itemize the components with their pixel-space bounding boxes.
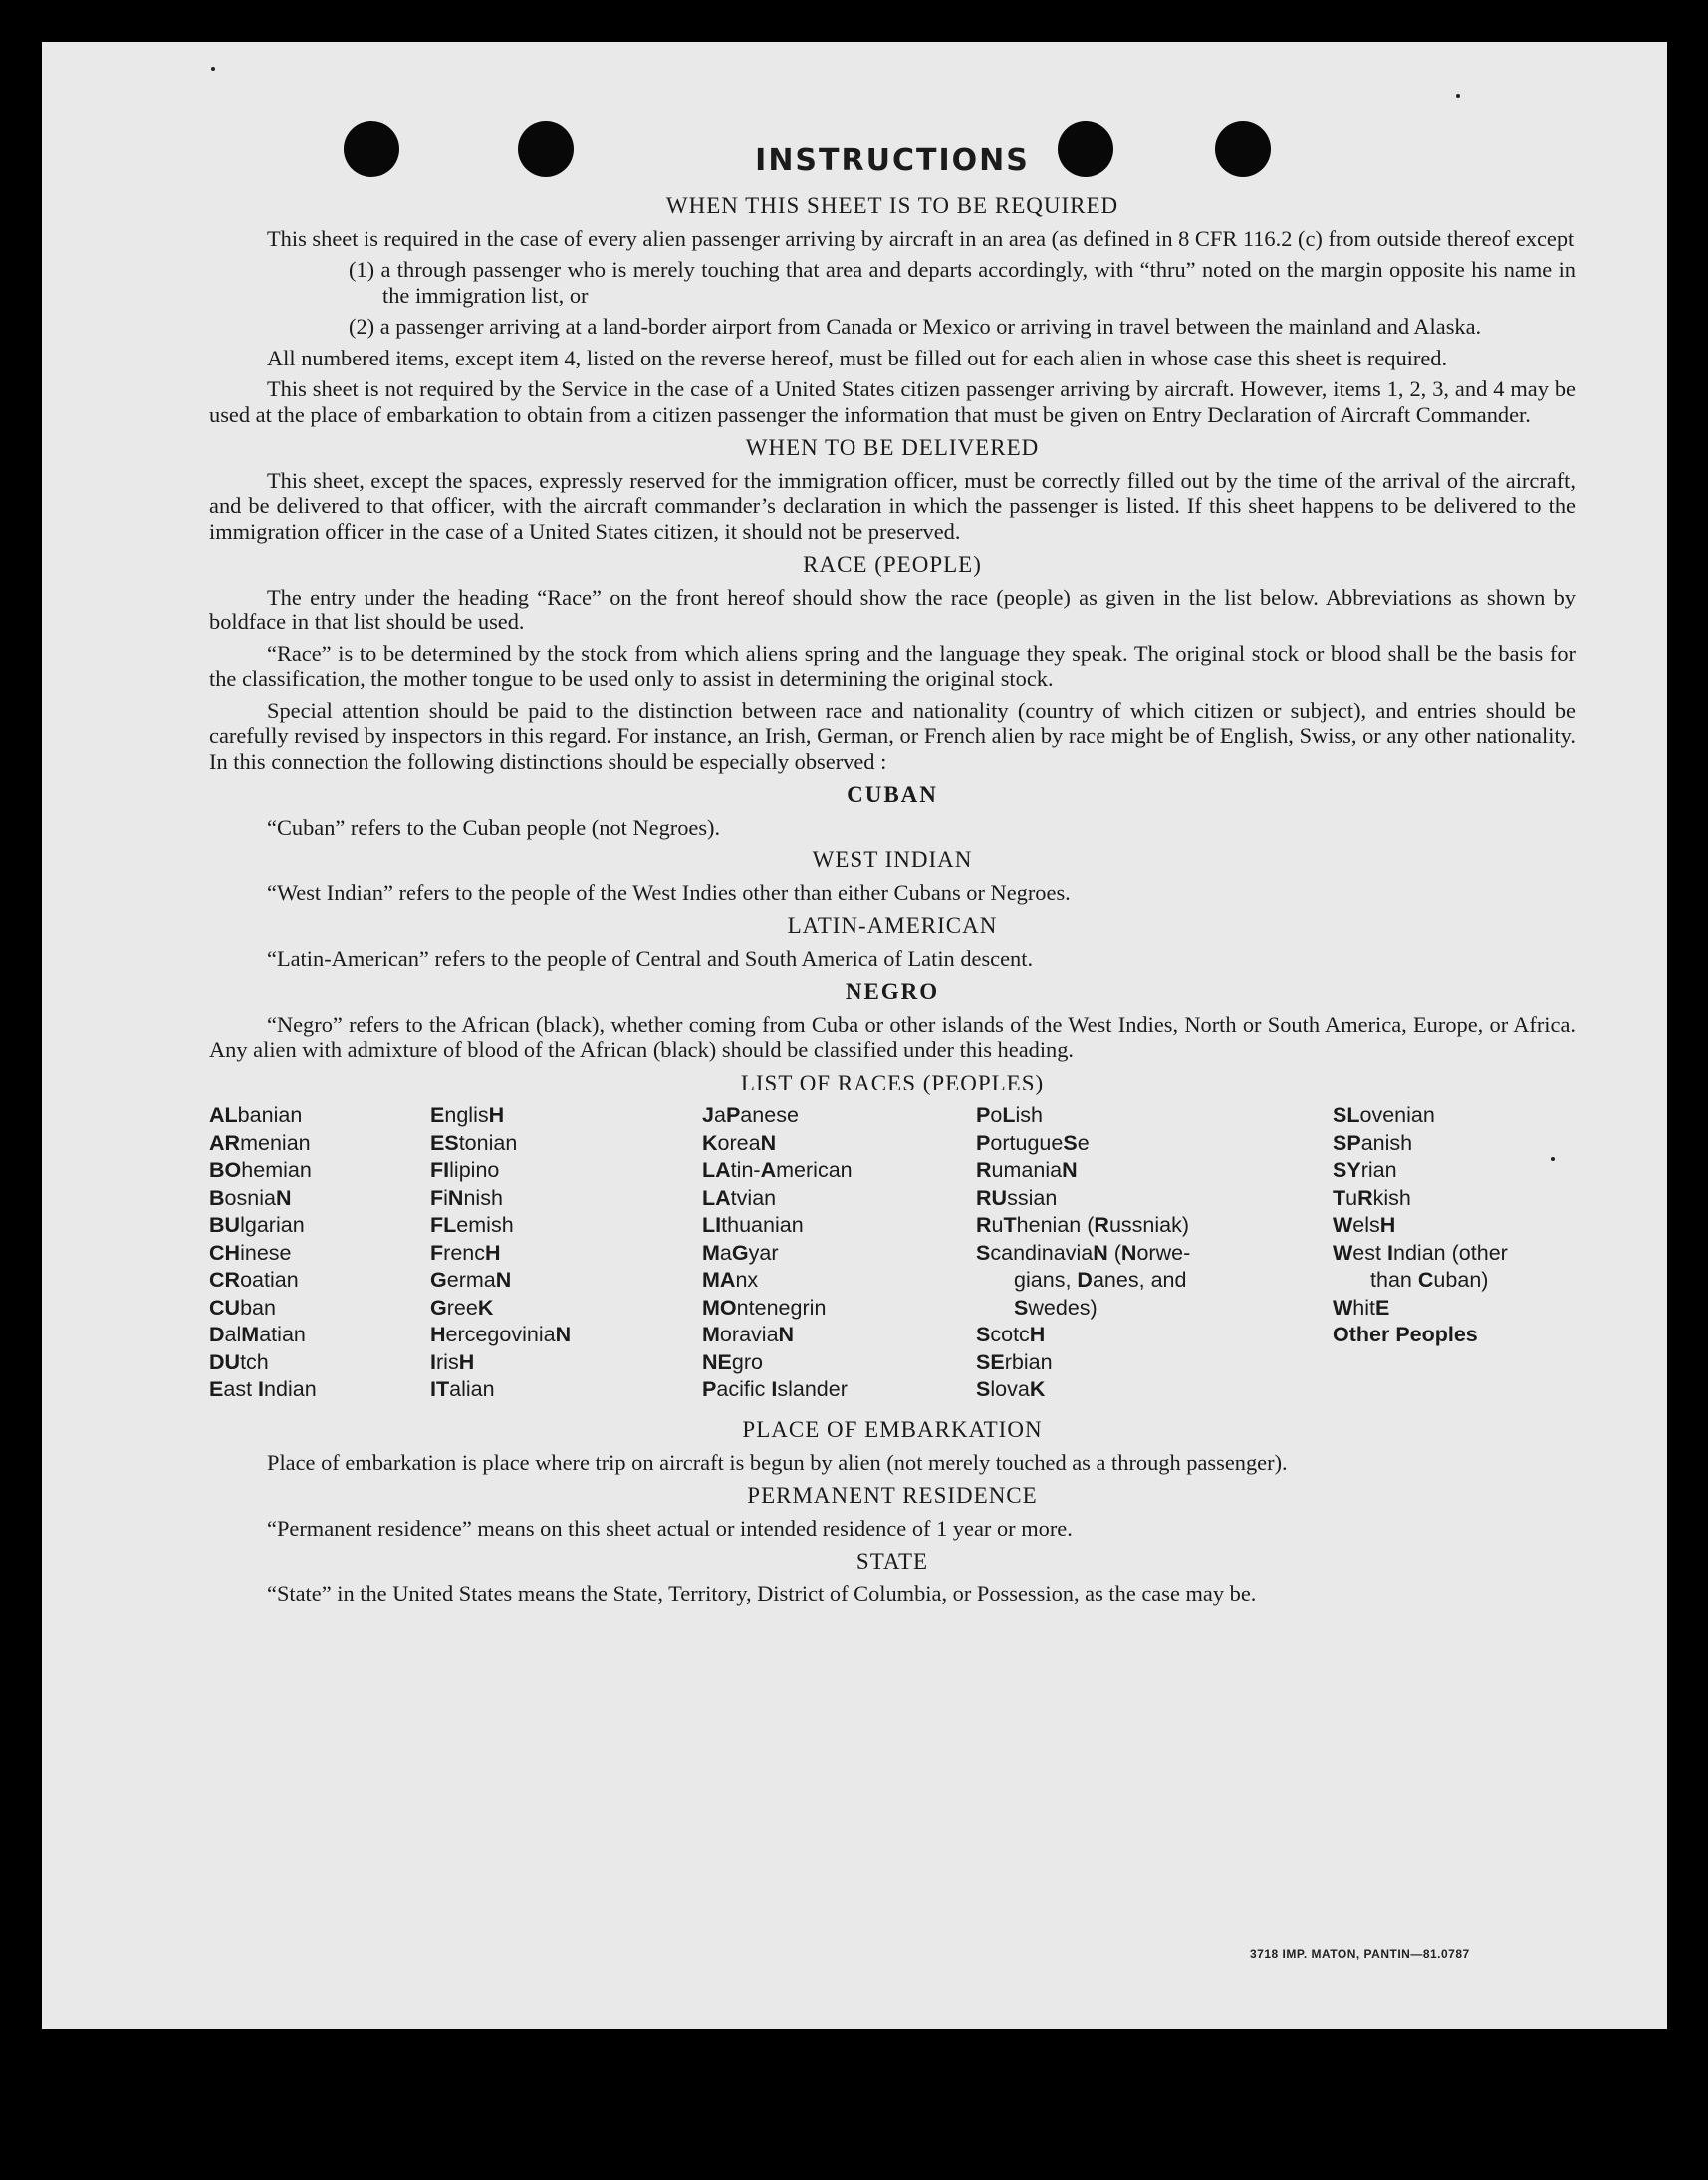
race-entry: CUban bbox=[209, 1295, 276, 1320]
race-entry: MoraviaN bbox=[702, 1323, 795, 1346]
list-item: (1) a through passenger who is merely touching that area and departs accordingly, with “thru” noted on the margin opposite his name in the immigration list, or bbox=[349, 257, 1576, 308]
race-entry: SPanish bbox=[1333, 1130, 1413, 1155]
race-column bbox=[209, 1102, 317, 1404]
race-entry: DUtch bbox=[209, 1349, 269, 1374]
race-entry: LAtvian bbox=[702, 1185, 777, 1210]
race-entry: RUssian bbox=[976, 1185, 1058, 1210]
race-column bbox=[430, 1102, 571, 1404]
race-entry: MaGyar bbox=[702, 1240, 779, 1265]
heading-west-indian: WEST INDIAN bbox=[812, 848, 973, 872]
paragraph: “Permanent residence” means on this sheet actual or intended residence of 1 year or more. bbox=[267, 1515, 1073, 1541]
race-column bbox=[976, 1102, 1190, 1404]
race-entry: ALbanian bbox=[209, 1103, 303, 1127]
race-entry: IrisH bbox=[430, 1349, 475, 1374]
race-entry: ITalian bbox=[430, 1377, 495, 1401]
race-entry: WelsH bbox=[1333, 1213, 1396, 1237]
paragraph: “Cuban” refers to the Cuban people (not Negroes). bbox=[267, 814, 721, 840]
paragraph: “Negro” refers to the African (black), whether coming from Cuba or other islands of the West Indies, North or South America, Europe, or Africa. Any alien with admixture of blood of the African (black) should be classified under this heading. bbox=[209, 1011, 1576, 1062]
instructions-body bbox=[209, 141, 1576, 1612]
race-entry: Swedes) bbox=[1014, 1295, 1098, 1320]
printer-imprint: 3718 IMP. MATON, PANTIN—81.0787 bbox=[1250, 1947, 1470, 1961]
paragraph: The entry under the heading “Race” on the front hereof should show the race (people) as given in the list below. Abbreviations as shown by boldface in that list should be used. bbox=[209, 584, 1576, 634]
race-entry: GermaN bbox=[430, 1268, 512, 1292]
race-entry: EnglisH bbox=[430, 1103, 505, 1127]
paragraph: This sheet is not required by the Service in the case of a United States citizen passenger arriving by aircraft. However, items 1, 2, 3, and 4 may be used at the place of embarkation to obtain from a citizen passenger the information that must be given on Entry Declaration of Aircraft Commander. bbox=[209, 376, 1576, 427]
race-entry: WhitE bbox=[1333, 1295, 1390, 1320]
race-entry: FrencH bbox=[430, 1240, 501, 1265]
race-list bbox=[209, 1102, 1576, 1409]
race-entry: ScotcH bbox=[976, 1323, 1046, 1346]
document-page bbox=[42, 42, 1667, 2029]
race-entry: ARmenian bbox=[209, 1130, 311, 1155]
race-entry: LIthuanian bbox=[702, 1213, 804, 1237]
list-item: (2) a passenger arriving at a land-border airport from Canada or Mexico or arriving in travel between the mainland and Alaska. bbox=[349, 314, 1482, 339]
race-entry: MAnx bbox=[702, 1268, 759, 1292]
paragraph: “Race” is to be determined by the stock from which aliens spring and the language they speak. The original stock or blood shall be the basis for the classification, the mother tongue to be used only to assist in determining the original stock. bbox=[209, 640, 1576, 691]
heading-when-delivered: WHEN TO BE DELIVERED bbox=[745, 435, 1040, 460]
heading-latin-american: LATIN-AMERICAN bbox=[787, 913, 998, 938]
race-entry: West Indian (other bbox=[1333, 1240, 1508, 1265]
race-entry: Other Peoples bbox=[1333, 1323, 1478, 1346]
race-entry: FIlipino bbox=[430, 1158, 500, 1182]
race-entry: EStonian bbox=[430, 1130, 518, 1155]
speck bbox=[1456, 94, 1460, 98]
race-entry: HercegoviniaN bbox=[430, 1323, 572, 1346]
race-column bbox=[702, 1102, 853, 1404]
race-entry: NEgro bbox=[702, 1349, 763, 1374]
race-entry: gians, Danes, and bbox=[1014, 1268, 1187, 1292]
race-entry: BosniaN bbox=[209, 1185, 292, 1210]
race-entry: ScandinaviaN (Norwe- bbox=[976, 1240, 1191, 1265]
race-entry: KoreaN bbox=[702, 1130, 777, 1155]
paragraph: Special attention should be paid to the distinction between race and nationality (country of which citizen or subject), and entries should be carefully revised by inspectors in this regard. For instance, an Irish, German, or French alien by race might be of English, Swiss, or any other nationality. In this connection the following distinctions should be especially observed : bbox=[209, 697, 1576, 774]
paragraph: “West Indian” refers to the people of the West Indies other than either Cubans or Negroes. bbox=[267, 879, 1071, 905]
paragraph: All numbered items, except item 4, listed on the reverse hereof, must be filled out for each alien in whose case this sheet is required. bbox=[267, 345, 1448, 370]
race-entry: Pacific Islander bbox=[702, 1377, 848, 1401]
race-entry: FLemish bbox=[430, 1213, 514, 1237]
race-entry: PortugueSe bbox=[976, 1130, 1090, 1155]
race-entry: than Cuban) bbox=[1370, 1268, 1489, 1292]
speck bbox=[211, 67, 215, 71]
heading-list-of-races: LIST OF RACES (PEOPLES) bbox=[740, 1070, 1045, 1095]
race-entry: DalMatian bbox=[209, 1323, 306, 1346]
race-entry: PoLish bbox=[976, 1103, 1043, 1127]
paragraph: This sheet is required in the case of every alien passenger arriving by aircraft in an area (as defined in 8 CFR 116.2 (c) from outside thereof except bbox=[267, 225, 1575, 251]
race-column bbox=[1333, 1102, 1508, 1349]
heading-state: STATE bbox=[855, 1549, 929, 1574]
heading-negro: NEGRO bbox=[845, 979, 940, 1004]
race-entry: LAtin-American bbox=[702, 1158, 853, 1182]
race-entry: CRoatian bbox=[209, 1268, 299, 1292]
heading-embarkation: PLACE OF EMBARKATION bbox=[742, 1417, 1043, 1442]
race-entry: RumaniaN bbox=[976, 1158, 1078, 1182]
race-entry: SlovaK bbox=[976, 1377, 1046, 1401]
race-entry: SLovenian bbox=[1333, 1103, 1435, 1127]
race-entry: FiNnish bbox=[430, 1185, 503, 1210]
heading-when-required: WHEN THIS SHEET IS TO BE REQUIRED bbox=[665, 193, 1119, 218]
race-entry: East Indian bbox=[209, 1377, 317, 1401]
paragraph: “State” in the United States means the State, Territory, District of Columbia, or Possession, as the case may be. bbox=[267, 1580, 1257, 1606]
paragraph: This sheet, except the spaces, expressly reserved for the immigration officer, must be correctly filled out by the time of the arrival of the aircraft, and be delivered to that officer, with the aircraft commander’s declaration in which the passenger is listed. If this sheet happens to be delivered to the immigration officer in the case of a United States citizen, it should not be preserved. bbox=[209, 467, 1576, 544]
race-entry: RuThenian (Russniak) bbox=[976, 1213, 1190, 1237]
page-title: INSTRUCTIONS bbox=[755, 143, 1030, 178]
race-entry: TuRkish bbox=[1333, 1185, 1411, 1210]
race-entry: BOhemian bbox=[209, 1158, 312, 1182]
heading-cuban: CUBAN bbox=[847, 782, 938, 807]
paragraph: Place of embarkation is place where trip on aircraft is begun by alien (not merely touched as a through passenger). bbox=[267, 1449, 1288, 1475]
heading-residence: PERMANENT RESIDENCE bbox=[747, 1483, 1038, 1508]
race-entry: SErbian bbox=[976, 1349, 1053, 1374]
race-entry: BUlgarian bbox=[209, 1213, 305, 1237]
race-entry: MOntenegrin bbox=[702, 1295, 827, 1320]
race-entry: GreeK bbox=[430, 1295, 494, 1320]
race-entry: JaPanese bbox=[702, 1103, 799, 1127]
race-entry: CHinese bbox=[209, 1240, 292, 1265]
race-entry: SYrian bbox=[1333, 1158, 1397, 1182]
heading-race: RACE (PEOPLE) bbox=[803, 552, 982, 577]
paragraph: “Latin-American” refers to the people of Central and South America of Latin descent. bbox=[267, 945, 1034, 971]
